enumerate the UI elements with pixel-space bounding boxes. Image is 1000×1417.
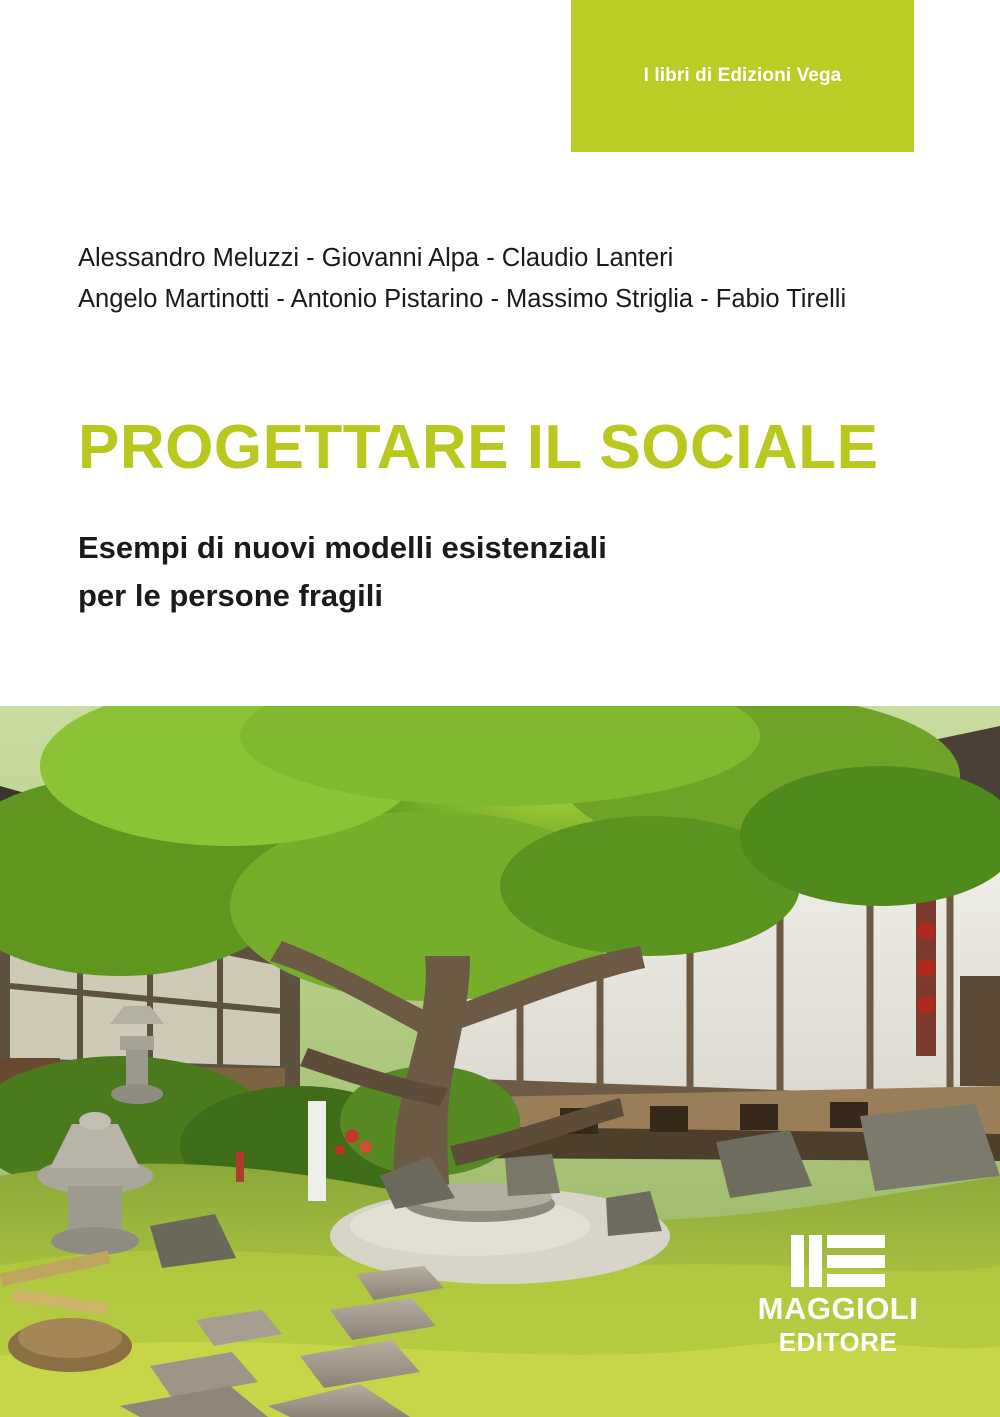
maggioli-logo-icon: [748, 1235, 928, 1287]
subtitle-line-1: Esempi di nuovi modelli esistenziali: [78, 530, 607, 565]
authors-block: [78, 238, 918, 320]
book-title: PROGETTARE IL SOCIALE: [78, 413, 879, 482]
authors-line-1: Alessandro Meluzzi - Giovanni Alpa - Claudio Lanteri: [78, 244, 674, 272]
subtitle-line-2: per le persone fragili: [78, 578, 383, 613]
publisher-name: MAGGIOLI: [757, 1291, 919, 1326]
publisher-subname: EDITORE: [778, 1327, 898, 1357]
publisher-badge-label: I libri di Edizioni Vega: [643, 65, 842, 86]
publisher-logo: [748, 1235, 928, 1357]
authors-line-2: Angelo Martinotti - Antonio Pistarino - Massimo Striglia - Fabio Tirelli: [78, 285, 847, 313]
book-subtitle: [78, 524, 878, 620]
publisher-badge: [571, 0, 914, 152]
